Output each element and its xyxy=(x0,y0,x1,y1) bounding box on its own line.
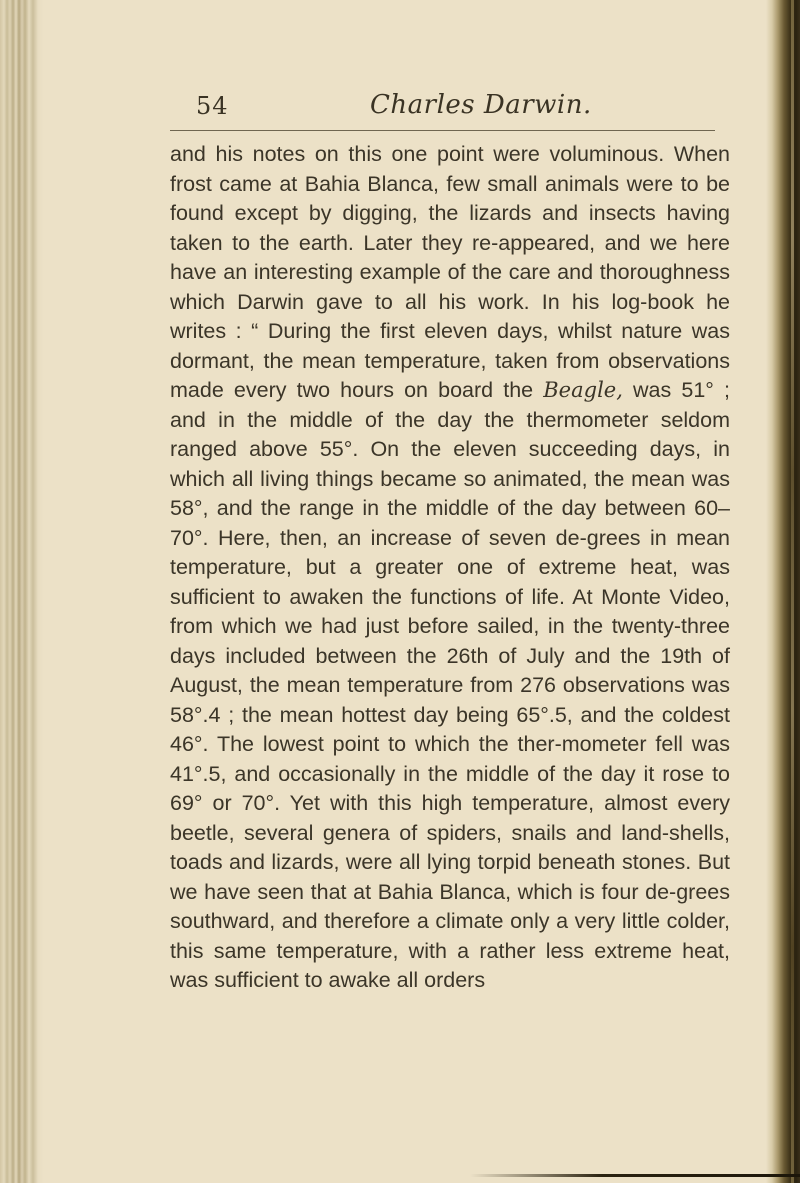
body-text xyxy=(170,140,730,996)
book-spine-edge xyxy=(766,0,800,1183)
page-number: 54 xyxy=(196,92,229,120)
ship-name: Beagle, xyxy=(543,378,623,402)
spine-highlight xyxy=(791,0,794,1183)
text-before-ship: and his notes on this one point were voluminous. When frost came at Bahia Blanca, few small animals were to be found except by digging, the lizards and insects having taken to the earth. Later they re-appeared, and we here have an interesting example of the care and thoroughness which Darwin gave to all his work. In his log-book he writes : “ During the first eleven days, whilst nature was dormant, the mean temperature, taken from observations made every two hours on board the xyxy=(170,142,730,402)
page-header xyxy=(170,88,730,128)
paragraph xyxy=(170,140,730,996)
bottom-edge-shadow xyxy=(470,1174,800,1177)
text-after-ship: was 51° ; and in the middle of the day the thermometer seldom ranged above 55°. On the eleven succeeding days, in which all living things became so animated, the mean was 58°, and the range in the middle of the day between 60–70°. Here, then, an increase of seven de-grees in mean temperature, but a greater one of extreme heat, was sufficient to awaken the functions of life. At Monte Video, from which we had just before sailed, in the twenty-three days included between the 26th of July and the 19th of August, the mean temperature from 276 observations was 58°.4 ; the mean hottest day being 65°.5, and the coldest 46°. The lowest point to which the ther-mometer fell was 41°.5, and occasionally in the middle of the day it rose to 69° or 70°. Yet with this high temperature, almost every beetle, several genera of spiders, snails and land-shells, toads and lizards, were all lying torpid beneath stones. But we have seen that at Bahia Blanca, which is four de-grees southward, and therefore a climate only a very little colder, this same temperature, with a rather less extreme heat, was sufficient to awake all orders xyxy=(170,378,730,992)
header-rule xyxy=(170,130,715,131)
page-gutter xyxy=(0,0,44,1183)
running-head: Charles Darwin. xyxy=(370,90,592,120)
